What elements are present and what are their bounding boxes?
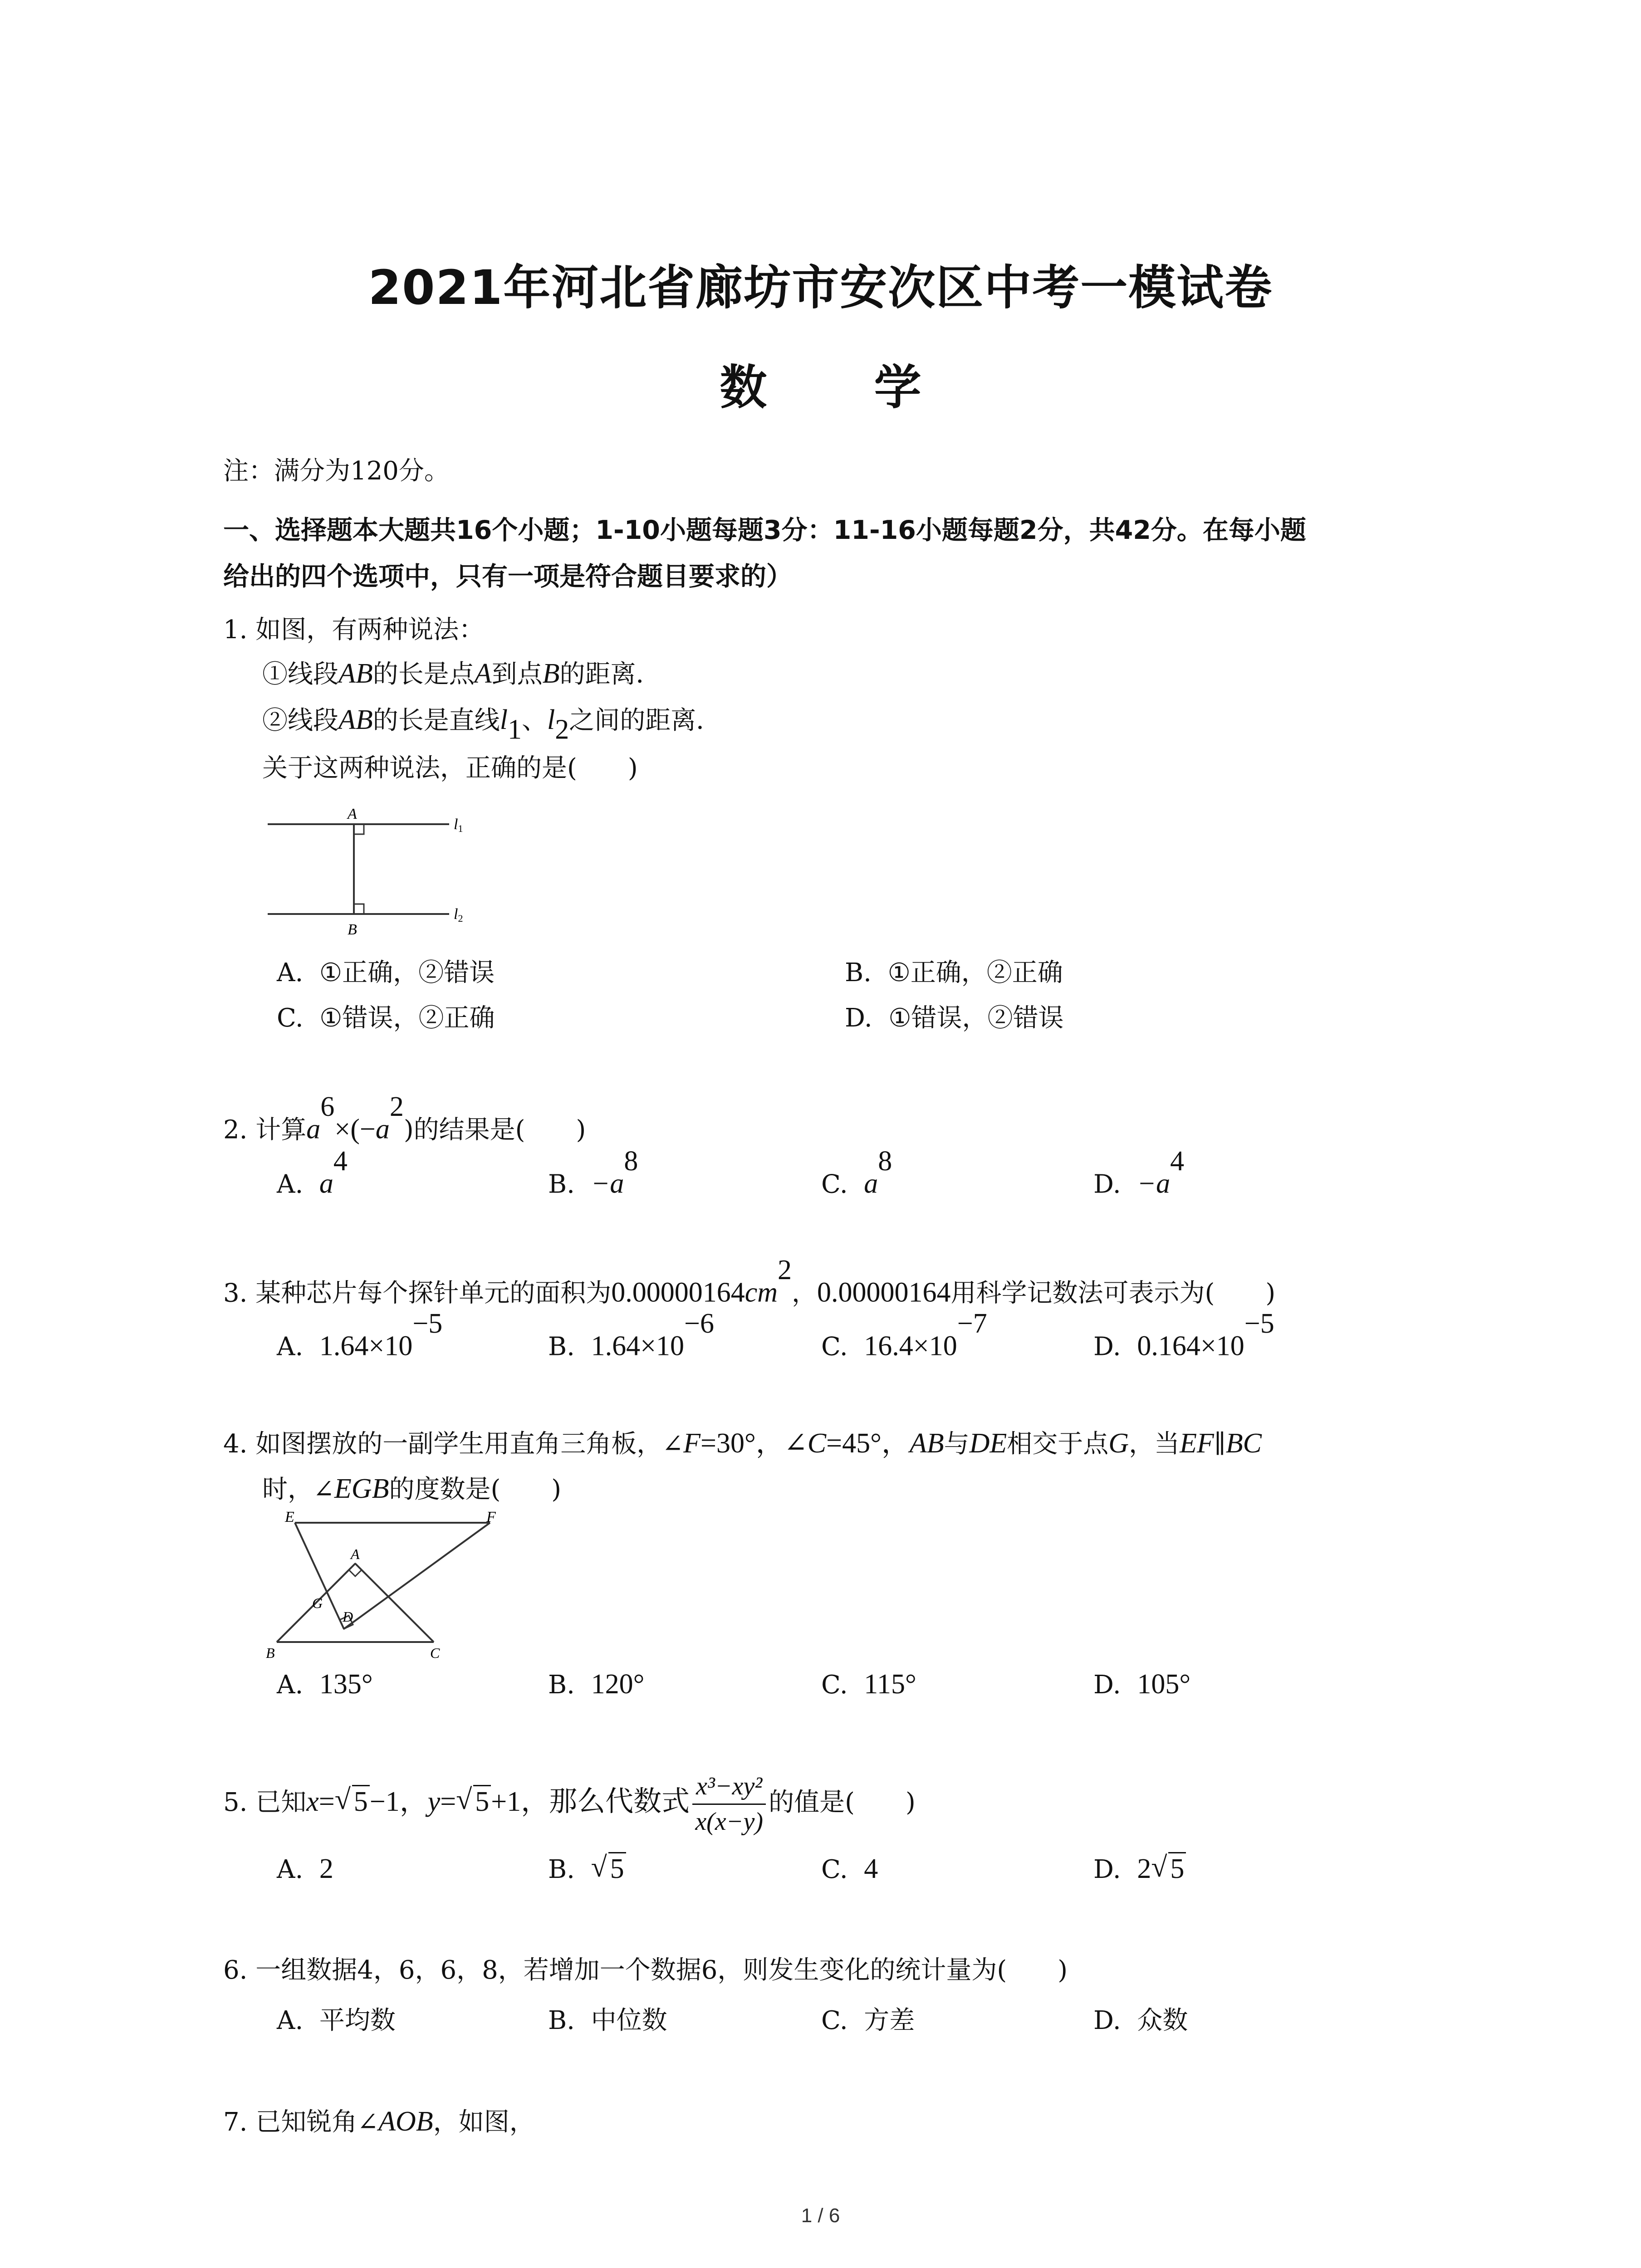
q4-option-c[interactable]: C. 115°: [821, 1669, 916, 1700]
label-g: G: [312, 1595, 323, 1611]
q3-option-d[interactable]: D. $0.164\times 10^{-5}$: [1093, 1308, 1274, 1362]
q6-option-c[interactable]: C. 方差: [821, 2006, 915, 2035]
label-a: A: [348, 806, 357, 822]
q2-stem: 2. 计算$a^6\times(-a^2)$的结果是( ): [223, 1091, 586, 1145]
q2-option-d[interactable]: D. $-a^4$: [1093, 1146, 1185, 1199]
q6-stem: 6. 一组数据4，6，6，8，若增加一个数据6，则发生变化的统计量为( ): [223, 1955, 1068, 1985]
q1-option-b[interactable]: B. ①正确，②正确: [845, 958, 1063, 987]
q3-option-a[interactable]: A. $1.64\times 10^{-5}$: [277, 1308, 443, 1362]
score-note: 注：满分为120分。: [223, 456, 450, 486]
q2-option-a[interactable]: A. $a^4$: [277, 1146, 348, 1199]
q1-figure: [259, 803, 495, 939]
q1-option-d[interactable]: D. ①错误，②错误: [845, 1003, 1064, 1033]
label-d: D: [343, 1608, 353, 1625]
subject-title: 数 学: [720, 360, 967, 415]
q4-figure: [254, 1508, 508, 1662]
section-heading-line1: 一、选择题本大题共16个小题；1-10小题每题3分：11-16小题每题2分，共42分。在每小题: [223, 515, 1306, 545]
q1-stem: 1. 如图，有两种说法：: [223, 615, 485, 645]
segment-ed: [295, 1523, 344, 1629]
label-a: A: [351, 1546, 360, 1562]
q4-stem-line1: 4. 如图摆放的一副学生用直角三角板，∠F=30°，∠C=45°，AB与DE相交于点G，当EF∥BC: [223, 1428, 1262, 1459]
expression-fraction: $\frac{\text{x³−xy²}}{x(x-y)}$: [692, 1771, 766, 1837]
q6-option-b[interactable]: B. 中位数: [548, 2006, 667, 2035]
q5-option-b[interactable]: B. √ 5: [548, 1853, 626, 1885]
q5-option-a[interactable]: A. 2: [277, 1853, 333, 1884]
q4-option-a[interactable]: A. 135°: [277, 1669, 373, 1700]
q6-option-d[interactable]: D. 众数: [1093, 2006, 1188, 2035]
q4-stem-line2: 时，∠EGB的度数是( ): [262, 1473, 562, 1504]
label-f: F: [486, 1509, 496, 1525]
label-e: E: [285, 1509, 294, 1525]
label-l1: l1: [454, 816, 463, 834]
q1-statement-2: ②线段AB的长是直线$l_1$、$l_2$之间的距离．: [262, 704, 722, 745]
label-b: B: [266, 1645, 275, 1661]
q6-option-a[interactable]: A. 平均数: [277, 2006, 396, 2035]
sqrt-5: √ 5: [1151, 1853, 1186, 1885]
segment-ac: [355, 1564, 434, 1642]
sqrt-5: √ 5: [456, 1785, 491, 1818]
q4-option-d[interactable]: D. 105°: [1093, 1669, 1191, 1700]
q5-option-c[interactable]: C. 4: [821, 1853, 878, 1884]
q1-option-c[interactable]: C. ①错误，②正确: [277, 1003, 495, 1033]
segment-fd: [344, 1523, 490, 1629]
q5-option-d[interactable]: D. 2 √ 5: [1093, 1853, 1186, 1885]
exam-title: 2021年河北省廊坊市安次区中考一模试卷: [368, 260, 1273, 315]
q7-stem: 7. 已知锐角∠AOB，如图，: [223, 2106, 535, 2137]
label-b: B: [348, 921, 357, 938]
q3-option-c[interactable]: C. $16.4\times 10^{-7}$: [821, 1308, 987, 1362]
q1-option-a[interactable]: A. ①正确，②错误: [277, 958, 495, 987]
q5-stem: 5. 已知x= √ 5−1，y= √ 5+1，那么代数式 $\frac{\text{x³−xy²}}{x(x-y)}$ 的值是( ): [223, 1771, 916, 1837]
page-number: 1 / 6: [801, 2204, 840, 2227]
label-c: C: [430, 1645, 440, 1661]
right-angle-mark-a: [349, 1564, 362, 1576]
q4-option-b[interactable]: B. 120°: [548, 1669, 645, 1700]
q1-question: 关于这两种说法，正确的是( ): [262, 753, 638, 783]
sqrt-5: √ 5: [591, 1853, 626, 1885]
q1-statement-1: ①线段AB的长是点A到点B的距离．: [262, 658, 661, 689]
q3-option-b[interactable]: B. $1.64\times 10^{-6}$: [548, 1308, 714, 1362]
right-angle-mark-a: [354, 824, 364, 834]
q2-option-b[interactable]: B. $-a^8$: [548, 1146, 638, 1199]
q2-option-c[interactable]: C. $a^8$: [821, 1146, 892, 1199]
right-angle-mark-b: [354, 904, 364, 914]
section-heading-line2: 给出的四个选项中，只有一项是符合题目要求的）: [223, 562, 792, 591]
sqrt-5: √ 5: [335, 1785, 370, 1818]
q3-stem: 3. 某种芯片每个探针单元的面积为$0.00000164cm^2$，0.00000164用科学记数法可表示为( ): [223, 1255, 1276, 1308]
label-l2: l2: [454, 906, 463, 924]
